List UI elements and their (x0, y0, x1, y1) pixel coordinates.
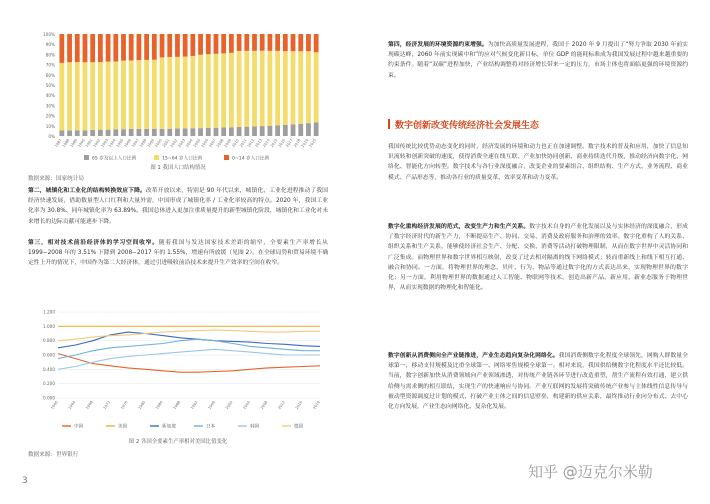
bar-segment (268, 126, 273, 136)
bar-segment (121, 61, 126, 130)
bar-segment (260, 34, 265, 51)
bar-segment (221, 34, 226, 53)
bar-segment (237, 34, 242, 51)
y-tick-label: 1.200 (43, 309, 55, 315)
bar-segment (244, 34, 249, 51)
bar-segment (144, 129, 149, 136)
bar-segment (206, 34, 211, 54)
bar-segment (298, 34, 303, 51)
bar-segment (113, 62, 118, 130)
y-tick-label: 60% (45, 72, 55, 78)
bar-segment (314, 122, 319, 136)
x-tick-label: 2010 (231, 138, 240, 149)
bar-segment (198, 128, 203, 136)
bar-segment (167, 34, 172, 57)
bar-segment (244, 127, 249, 136)
heading-accent-bar (388, 119, 390, 129)
y-tick-label: 40% (45, 93, 55, 99)
bar-segment (121, 129, 126, 136)
x-tick-label: 1991 (84, 138, 94, 149)
x-tick-label: 2016 (294, 400, 304, 411)
bar-segment (314, 34, 319, 52)
x-tick-label: 1987 (54, 138, 63, 149)
bar-segment (106, 62, 111, 130)
paragraph-productivity-text: 数字技术自身的产业化发展以及与实体经济的深度融合，形成了数字经济时代的新生产力，不断提高生产、协同、交易、消费及政府服务和治理的效率。数字化重构了人的关系、组织关系和生产关系，能够使经济社会生产、分配、交换、消费等活动打破物理限制，从而在数字世界中灵活协同和广泛集成。而物理世界和数字世界相互映射，改变了过去相对隔离的线下网络模式；转而重新线上和线下相互打通、融合和协同。一方面，将物理世界的理念、贝叶、行为、物品等通过数字化的方式表达出来，实现物理世界的数字化；另一方面，利用物理世界的数据通过人工智能、物联网等技术，创造出新产品、新应用、新业态服务于物理世界，从而实现数据的物理化和智能化。 (388, 224, 688, 292)
paragraph-urbanization (28, 186, 328, 227)
x-tick-label: 1984 (155, 400, 164, 411)
bar-segment (229, 127, 234, 136)
y-tick-label: 100% (43, 32, 55, 37)
paragraph-productivity (388, 222, 688, 293)
y-tick-label: 80% (45, 52, 55, 58)
bar-segment (283, 51, 288, 125)
bar-segment (160, 34, 165, 57)
x-tick-label: 1988 (172, 400, 182, 411)
y-tick-label: 0% (48, 134, 55, 139)
section-heading (388, 118, 539, 131)
series-line (58, 339, 320, 358)
bar-segment (229, 34, 234, 53)
x-tick-label: 2017 (285, 138, 294, 149)
x-tick-label: 2019 (312, 400, 321, 411)
bar-segment (152, 129, 157, 136)
x-tick-label: 1989 (69, 138, 79, 149)
bar-segment (175, 57, 180, 129)
x-tick-label: 2018 (293, 138, 302, 149)
x-tick-label: 1997 (131, 138, 140, 149)
bar-segment (190, 56, 195, 128)
bar-segment (198, 55, 203, 128)
bar-segment (175, 129, 180, 136)
y-tick-label: 90% (45, 42, 55, 48)
section-heading-text: 数字创新改变传统经济社会发展生态 (395, 121, 540, 131)
x-tick-label: 1990 (77, 138, 86, 149)
bar-segment (90, 62, 95, 130)
figure2-source: 数据来源：世界银行 (28, 452, 79, 458)
bar-segment (306, 34, 311, 51)
paragraph-industry-chain-lead: 数字创新从消费侧向全产业链推进，产业生态趋向复杂化网络化。 (388, 353, 559, 359)
bar-segment (291, 51, 296, 124)
x-tick-label: 1960 (50, 400, 59, 411)
x-tick-label: 1995 (115, 138, 125, 149)
bar-segment (214, 128, 219, 136)
bar-segment (83, 130, 88, 136)
legend-label: 韩国 (250, 424, 260, 430)
figure1-caption: 图 1 我国人口结构情况 (150, 165, 206, 171)
paragraph-environment-lead: 第四，经济发展的环境资源约束增强。 (388, 42, 488, 48)
bar-segment (298, 124, 303, 136)
y-tick-label: 50% (45, 83, 55, 88)
x-tick-label: 2009 (223, 138, 233, 149)
bar-segment (59, 130, 64, 136)
bar-segment (237, 51, 242, 127)
x-tick-label: 2012 (246, 138, 256, 149)
bar-segment (83, 34, 88, 62)
bar-segment (221, 53, 226, 127)
legend-label: 德国 (294, 424, 304, 430)
bar-segment (129, 34, 134, 60)
population-structure-chart (28, 28, 328, 180)
x-tick-label: 1999 (146, 138, 156, 149)
legend-label: 新加坡 (162, 424, 176, 430)
y-tick-label: 0.400 (43, 366, 55, 372)
bar-segment (175, 34, 180, 57)
bar-segment (121, 34, 126, 61)
bar-segment (59, 34, 64, 63)
bar-segment (129, 129, 134, 136)
bar-segment (275, 34, 280, 51)
legend-swatch (224, 155, 229, 160)
x-tick-label: 1996 (123, 138, 133, 149)
y-tick-label: 0.200 (43, 381, 55, 387)
x-tick-label: 2014 (262, 138, 271, 149)
page-number: 3 (22, 476, 28, 486)
x-tick-label: 1992 (92, 138, 102, 149)
x-tick-label: 2016 (277, 138, 287, 149)
paragraph-industry-chain-text: 我国消费侧数字化程度全球领先，网购人群数量全球第一，移动支付规模及比重全球第一、网络零售规模全球第一。相对来说，我国供给侧数字化程度水平还比较低。当前，数字创新加快从消费领域向产业领域渗透，对传统产业链各环节进行改造重塑，帮生产流程有效打通，建立供给侧与需求侧的相互联结，实现生产的快速响应与协同。产业互联网的发展将突破传统产业参与主体线性信息传导与被动型资源调度过计划的模式，打破产业主体之间的信息壁垒，构建新的供应关系，最终推动行业向分布式、去中心化方向发展，产业生态向网络化、复杂化发展。 (388, 353, 688, 411)
bar-segment (98, 130, 103, 136)
bar-segment (244, 51, 249, 127)
bar-segment (75, 34, 80, 62)
watermark: 知乎 @迈克尔米勒 (528, 463, 653, 481)
bar-segment (268, 51, 273, 126)
bar-segment (152, 34, 157, 60)
bar-segment (252, 126, 257, 136)
x-tick-label: 2007 (208, 138, 217, 149)
x-tick-label: 1972 (102, 400, 112, 411)
x-tick-label: 1964 (67, 400, 77, 411)
tfp-ratio-chart (28, 306, 328, 432)
bar-segment (252, 34, 257, 51)
x-tick-label: 2006 (200, 138, 210, 149)
bar-segment (306, 51, 311, 123)
y-tick-label: 0.600 (43, 352, 55, 358)
bar-segment (206, 128, 211, 136)
x-tick-label: 2012 (277, 400, 286, 411)
bar-segment (260, 51, 265, 126)
y-tick-label: 70% (45, 62, 55, 68)
paragraph-environment (388, 40, 688, 81)
y-tick-label: 30% (45, 103, 55, 109)
paragraph-urbanization-text: 改革开放以来，特别是 90 年代以来，城镇化、工业化进程推动了我国经济快速发展，借助数量型人口红利和大量外需，中国形成了城镇化率 / 工业化率较高的特点。2020 年，我国工业化率为 30.8%、同年城镇化率为 63.89%。我国总体进入更加注重质量提升的新型城镇化阶段，城镇化和工业化对未来增长的边际贡献可能逐步下降。 (28, 188, 328, 225)
bar-segment (221, 128, 226, 136)
x-tick-label: 1980 (137, 400, 147, 411)
x-tick-label: 2002 (169, 138, 179, 149)
legend-label: 65 岁及以上人口比例 (92, 156, 137, 162)
paragraph-digital-intro (388, 142, 688, 183)
paragraph-productivity-lead: 数字化重构经济发展的范式，改变生产力和生产关系。 (388, 224, 530, 230)
paragraph-tech-frontier (28, 238, 328, 269)
bar-segment (237, 127, 242, 136)
bar-segment (283, 125, 288, 136)
bar-segment (167, 129, 172, 136)
legend-swatch (84, 155, 89, 160)
x-tick-label: 1994 (108, 138, 117, 149)
x-tick-label: 2000 (154, 138, 163, 149)
bar-segment (314, 52, 319, 122)
bar-segment (160, 57, 165, 129)
x-tick-label: 2004 (185, 138, 194, 149)
legend-label: 美国 (118, 424, 128, 430)
paragraph-tech-frontier-lead: 第三，相对技术前沿经济体的学习空间收窄。 (28, 240, 159, 246)
bar-segment (67, 34, 72, 62)
y-tick-label: 0.800 (43, 338, 55, 344)
bar-segment (67, 130, 72, 136)
series-line (58, 349, 320, 369)
bar-segment (144, 60, 149, 129)
bar-segment (67, 62, 72, 130)
x-tick-label: 1968 (85, 400, 94, 411)
bar-segment (229, 53, 234, 127)
x-tick-label: 2008 (259, 400, 269, 411)
x-tick-label: 1988 (61, 138, 71, 149)
bar-segment (59, 63, 64, 131)
bar-segment (291, 34, 296, 51)
paragraph-digital-intro-text: 我国传统比较优势动态变化的同时，经济发展的环境和动力也正在加速调整。数字技术的普及和应用，加快了信息知识流转和创新突破的速度，使得消费全速在线互联、产业加快协同创新、商业持续迭代升级，推动经济向数字化、网络化、智能化方向转型。数字技术与各行业深度融合，改变企业的要素组合、组织结构、生产方式、业务流程、商业模式、产品形态等，推动各行业的质量变革、效率变革和动力变革。 (388, 144, 688, 181)
y-tick-label: 20% (45, 113, 55, 119)
x-tick-label: 1976 (120, 400, 129, 411)
bar-segment (113, 129, 118, 136)
bar-segment (129, 60, 134, 129)
bar-segment (106, 130, 111, 136)
bar-segment (190, 128, 195, 136)
bar-segment (306, 123, 311, 136)
bar-segment (214, 54, 219, 128)
x-tick-label: 2013 (254, 138, 264, 149)
x-tick-label: 2001 (162, 138, 171, 149)
x-tick-label: 2000 (224, 400, 234, 411)
bar-segment (144, 34, 149, 60)
bar-segment (198, 34, 203, 55)
bar-segment (98, 62, 103, 130)
x-tick-label: 2004 (242, 400, 251, 411)
bar-segment (167, 57, 172, 129)
x-tick-label: 2020 (308, 138, 317, 149)
x-tick-label: 1992 (190, 400, 199, 411)
bar-segment (283, 34, 288, 51)
x-tick-label: 1998 (138, 138, 148, 149)
bar-segment (98, 34, 103, 62)
y-tick-label: 0.000 (43, 395, 55, 401)
bar-segment (90, 130, 95, 136)
paragraph-environment-text: 为加快高质量发展进程，我国于 2020 年 9 月提出了“努力争取 2030 年前实现碳达峰，2060 年前实现碳中和”的应对气候变化新目标，单位 GDP 的能耗标准成为我国发展过程中越来越重要的约束条件。随着“双碳”进程加快，产业结构调整将对经济增长带来一定的压力，市场主体也将面临更强的环境资源约束。 (388, 42, 688, 79)
x-tick-label: 2019 (300, 138, 310, 149)
x-tick-label: 1996 (207, 400, 217, 411)
bar-segment (90, 34, 95, 62)
bar-segment (268, 34, 273, 51)
bar-segment (113, 34, 118, 62)
x-tick-label: 2005 (192, 138, 202, 149)
figure2-caption: 图 2 各国全要素生产率相对美国比值变化 (128, 439, 228, 445)
y-tick-label: 1.000 (43, 323, 55, 329)
bar-segment (298, 51, 303, 124)
bar-segment (214, 34, 219, 54)
bar-segment (137, 34, 142, 60)
bar-segment (190, 34, 195, 56)
bar-segment (75, 62, 80, 130)
bar-segment (137, 60, 142, 129)
x-tick-label: 2008 (215, 138, 225, 149)
bar-segment (137, 129, 142, 136)
legend-label: 中国 (74, 424, 84, 430)
legend-swatch (154, 155, 159, 160)
bar-segment (83, 62, 88, 130)
x-tick-label: 1993 (100, 138, 109, 149)
legend-label: 日本 (206, 424, 216, 430)
bar-segment (275, 51, 280, 125)
bar-segment (252, 51, 257, 127)
bar-segment (152, 60, 157, 129)
paragraph-urbanization-lead: 第二，城镇化和工业化的结构转换效应下降。 (28, 188, 146, 194)
bar-segment (206, 54, 211, 128)
bar-segment (183, 57, 188, 129)
y-tick-label: 10% (45, 123, 55, 129)
legend-label: 15~64 岁人口比例 (162, 156, 202, 162)
x-tick-label: 2003 (177, 138, 186, 149)
paragraph-tech-frontier-text: 随着我国与发达国家技术差距的缩窄，全要素生产率增长从 1999−2008 年的 3.51% 下降到 2008−2017 年的 1.55%，增速有所放缓（见图 2）。在全球局势和贸易环境不确定性上升的情况下，中国作为第二大经济体，通过引进吸收前沿技术来提升生产效率的空间在收窄。 (28, 240, 328, 267)
bar-segment (106, 34, 111, 62)
x-tick-label: 2011 (239, 138, 248, 149)
x-tick-label: 2015 (269, 138, 279, 149)
bar-segment (183, 128, 188, 136)
bar-segment (260, 126, 265, 136)
legend-label: 0~14 岁人口比例 (232, 156, 270, 162)
bar-segment (160, 129, 165, 136)
paragraph-industry-chain (388, 351, 688, 412)
bar-segment (291, 124, 296, 136)
figure1-source: 数据来源：国家统计局 (28, 176, 84, 182)
bar-segment (75, 130, 80, 136)
bar-segment (275, 125, 280, 136)
bar-segment (183, 34, 188, 57)
